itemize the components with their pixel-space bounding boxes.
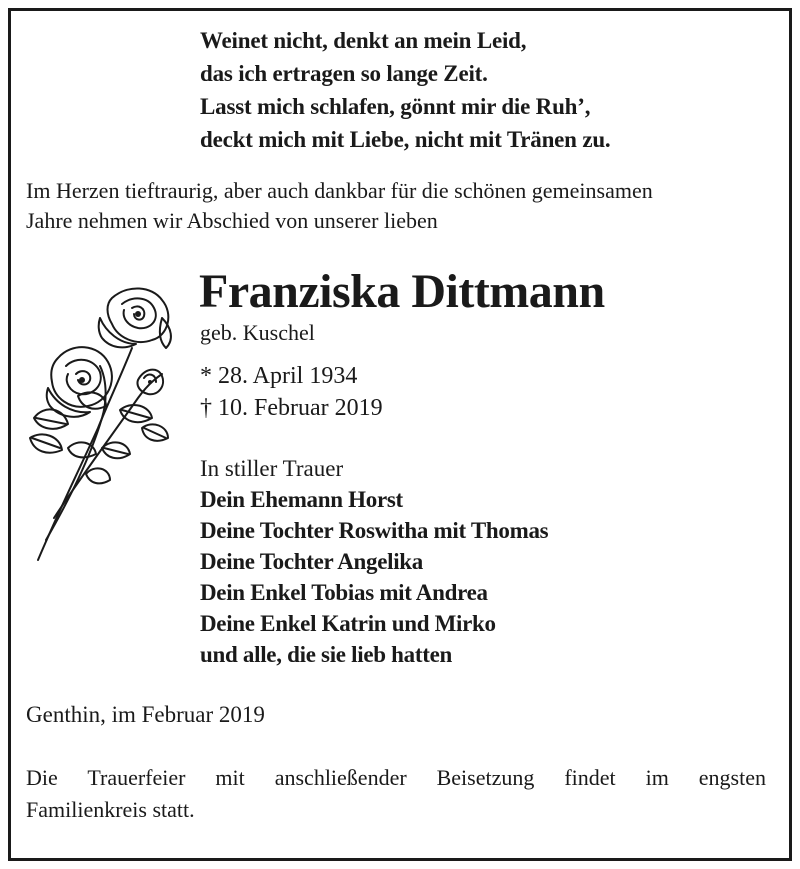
mourners-list: [200, 453, 548, 670]
mourners-intro: In stiller Trauer: [200, 456, 344, 481]
birth-date: * 28. April 1934: [200, 363, 358, 389]
poem-line: deckt mich mit Liebe, nicht mit Tränen zu.: [200, 127, 611, 152]
mourner-name: Deine Enkel Katrin und Mirko: [200, 611, 496, 636]
deceased-name: Franziska Dittmann: [199, 265, 605, 318]
mourner-name: Dein Enkel Tobias mit Andrea: [200, 580, 488, 605]
poem-line: Weinet nicht, denkt an mein Leid,: [200, 28, 527, 53]
life-dates: [200, 360, 383, 424]
poem: [200, 24, 610, 156]
funeral-notice-line: Die Trauerfeier mit anschließender Beisetzung findet im engsten: [26, 765, 766, 790]
maiden-name: geb. Kuschel: [200, 320, 315, 345]
rose-illustration-icon: [20, 278, 180, 578]
funeral-notice-line: Familienkreis statt.: [26, 797, 195, 822]
intro-line: Im Herzen tieftraurig, aber auch dankbar für die schönen gemeinsamen: [26, 178, 653, 203]
mourner-name: und alle, die sie lieb hatten: [200, 642, 452, 667]
place-and-date: Genthin, im Februar 2019: [26, 702, 265, 727]
mourner-name: Deine Tochter Angelika: [200, 549, 423, 574]
poem-line: Lasst mich schlafen, gönnt mir die Ruh’,: [200, 94, 591, 119]
intro-text: [26, 176, 766, 236]
poem-line: das ich ertragen so lange Zeit.: [200, 61, 488, 86]
mourner-name: Deine Tochter Roswitha mit Thomas: [200, 518, 549, 543]
intro-line: Jahre nehmen wir Abschied von unserer lieben: [26, 208, 438, 233]
mourner-name: Dein Ehemann Horst: [200, 487, 403, 512]
funeral-notice: [26, 762, 766, 826]
death-date: † 10. Februar 2019: [200, 395, 383, 421]
